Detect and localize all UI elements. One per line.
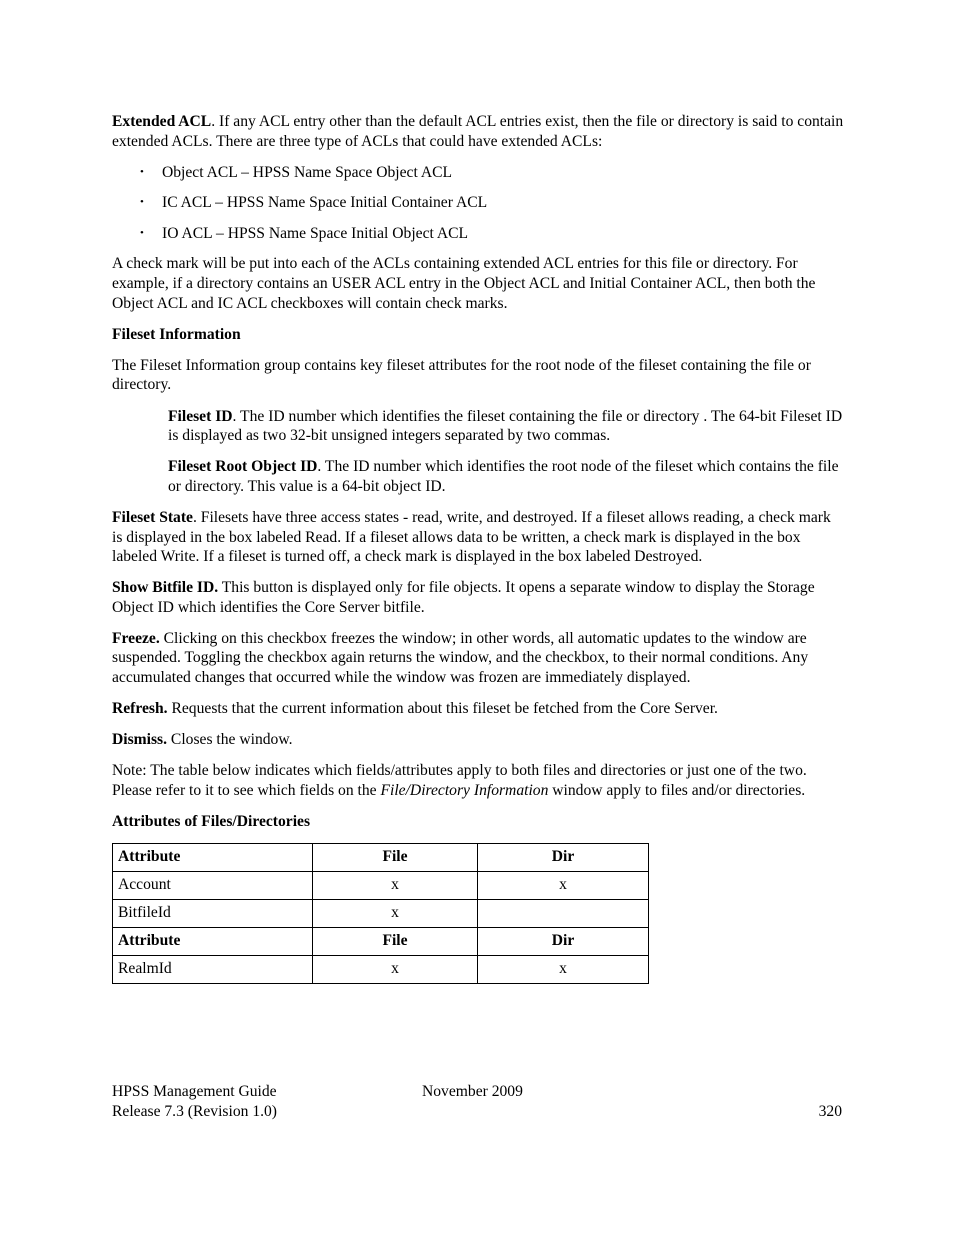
table-cell [478,899,649,927]
term-refresh: Refresh. [112,700,168,718]
table-row [113,899,649,927]
text-freeze: Clicking on this checkbox freezes the window; in other words, all automatic updates to the window are suspended. Toggling the checkbox again returns the window, and the checkbox, to their normal conditions. Any accumulated changes that occurred while the window was frozen are immediately displayed. [112,629,809,687]
footer-left [112,1082,277,1121]
table-caption: Attributes of Files/Directories [112,813,311,831]
table-cell: x [478,955,649,983]
footer-guide-title: HPSS Management Guide [112,1083,277,1100]
attributes-table [112,843,649,984]
text-show-bitfile: This button is displayed only for file objects. It opens a separate window to display the Storage Object ID which identifies the Core Server bitfile. [112,579,815,616]
list-item-text: IC ACL – HPSS Name Space Initial Container ACL [162,194,488,212]
table-cell: Attribute [113,927,313,955]
heading-fileset-information [112,325,844,345]
term-extended-acl: Extended ACL [112,113,212,130]
term-freeze: Freeze. [112,629,160,647]
bullet-icon: • [140,165,144,178]
list-item-ic-acl [112,193,844,213]
table-cell: Dir [478,843,649,871]
footer-release: Release 7.3 (Revision 1.0) [112,1102,277,1120]
text-fileset-root: . The ID number which identifies the root node of the fileset which contains the file or directory. This value is a 64-bit object ID. [168,458,839,495]
paragraph-dismiss [112,730,844,750]
paragraph-fileset-intro: The Fileset Information group contains key fileset attributes for the root node of the fileset containing the file or directory. [112,356,811,394]
list-item-text: IO ACL – HPSS Name Space Initial Object ACL [162,224,469,242]
table-cell: File [313,843,478,871]
document-body [112,112,844,984]
paragraph-fileset-state [112,508,844,567]
paragraph-freeze [112,629,844,688]
note-before: Note: The table below indicates which fields/attributes apply to both files and directories or just one of the two. Please refer to it to see which fields on the [112,762,807,799]
term-show-bitfile: Show Bitfile ID. [112,579,219,597]
table-cell: RealmId [113,955,313,983]
paragraph-check-mark: A check mark will be put into each of the ACLs containing extended ACL entries for this file or directory. For example, if a directory contains an USER ACL entry in the Object ACL and Initial Container ACL, then both the Object ACL and IC ACL checkboxes will contain check marks. [112,255,816,312]
paragraph-refresh [112,699,844,719]
note-window-name: File/Directory Information [380,781,549,799]
term-dismiss: Dismiss. [112,731,168,749]
attributes-table-body [113,843,649,983]
table-cell: BitfileId [113,899,313,927]
text-fileset-state: . Filesets have three access states - read, write, and destroyed. If a fileset allows reading, a check mark is displayed in the box labeled Read. If a fileset allows data to be written, a check mark is displayed in the box labeled Write. If a fileset is turned off, a check mark is displayed in the box labeled Destroyed. [112,508,831,566]
paragraph-show-bitfile [112,578,844,617]
table-cell: Account [113,871,313,899]
acl-type-list [112,163,844,244]
text-extended-acl: . If any ACL entry other than the default ACL entries exist, then the file or directory is said to contain extended ACLs. There are three type of ACLs that could have extended ACLs: [112,113,844,150]
table-header-row [113,927,649,955]
bullet-icon: • [140,196,144,209]
table-cell: x [478,871,649,899]
bullet-icon: • [140,226,144,239]
page-footer [112,1082,842,1122]
page-number: 320 [818,1103,842,1120]
term-fileset-state: Fileset State [112,508,193,526]
term-fileset-id: Fileset ID [168,407,233,425]
paragraph-fileset-id [112,407,844,446]
term-fileset-root: Fileset Root Object ID [168,458,318,476]
heading-text: Fileset Information [112,325,241,343]
footer-date: November 2009 [422,1083,523,1100]
text-refresh: Requests that the current information about this fileset be fetched from the Core Server. [167,700,718,718]
list-item-text: Object ACL – HPSS Name Space Object ACL [162,163,453,181]
table-cell: Dir [478,927,649,955]
list-item-io-acl [112,224,844,244]
table-row [113,871,649,899]
text-dismiss: Closes the window. [167,731,293,749]
paragraph-note [112,761,844,800]
table-header-row [113,843,649,871]
note-after: window apply to files and/or directories. [548,781,806,799]
text-fileset-id: . The ID number which identifies the fileset containing the file or directory . The 64-bit Fileset ID is displayed as two 32-bit unsigned integers separated by two commas. [168,407,843,445]
table-cell: x [313,871,478,899]
table-cell: Attribute [113,843,313,871]
paragraph-extended-acl [112,112,844,151]
table-cell: x [313,955,478,983]
table-row [113,955,649,983]
list-item-object-acl [112,163,844,183]
paragraph-fileset-root [112,457,844,496]
table-cell: x [313,899,478,927]
table-cell: File [313,927,478,955]
